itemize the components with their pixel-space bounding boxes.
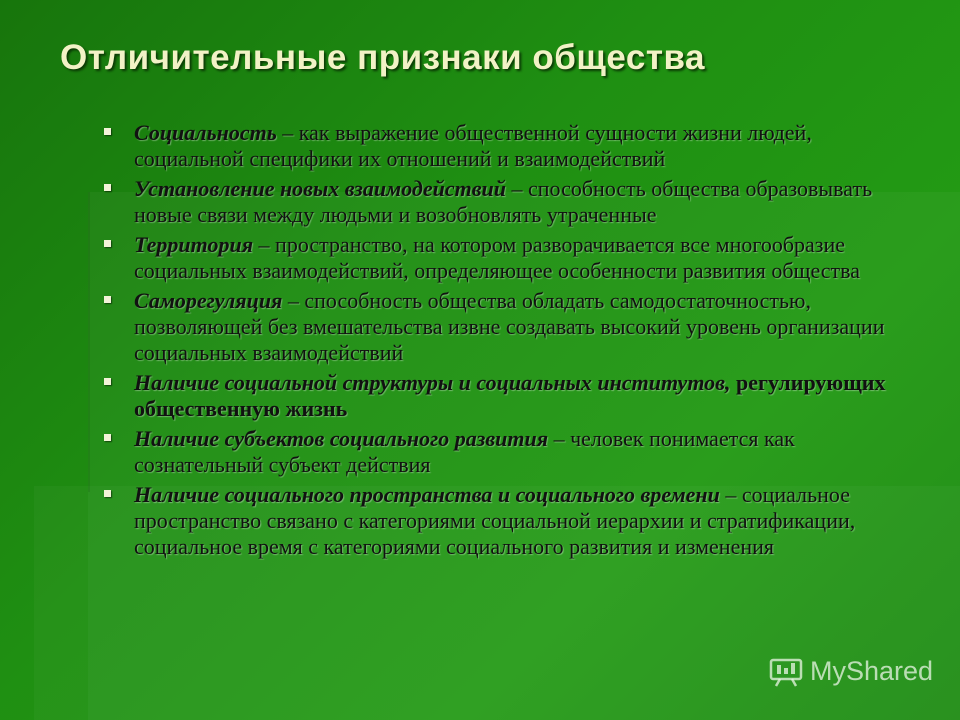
bullet-text: регулирующих общественную жизнь xyxy=(134,370,886,421)
bullet-term: Установление новых взаимодействий xyxy=(134,176,507,201)
square-bullet-icon xyxy=(104,434,111,441)
bullet-text: – как выражение общественной сущности жизни людей, социальной специфики их отношений и взаимодействий xyxy=(134,120,812,171)
bullet-term: Территория xyxy=(134,232,254,257)
square-bullet-icon xyxy=(104,128,111,135)
square-bullet-icon xyxy=(104,240,111,247)
bullet-item xyxy=(102,232,902,284)
bullet-list xyxy=(102,120,902,564)
bullet-text: – способность общества обладать самодостаточностью, позволяющей без вмешательства извне создавать высокий уровень организации социальных взаимодействий xyxy=(134,288,885,365)
bullet-item xyxy=(102,482,902,560)
bullet-item xyxy=(102,120,902,172)
bullet-item xyxy=(102,426,902,478)
bullet-term: Наличие субъектов социального развития xyxy=(134,426,549,451)
bullet-text: – способность общества образовывать новые связи между людьми и возобновлять утраченные xyxy=(134,176,873,227)
watermark-text: MyShared xyxy=(810,656,934,686)
bullet-term: Социальность xyxy=(134,120,277,145)
bullet-term: Саморегуляция xyxy=(134,288,283,313)
square-bullet-icon xyxy=(104,378,111,385)
square-bullet-icon xyxy=(104,296,111,303)
bullet-text: – социальное пространство связано с категориями социальной иерархии и стратификации, социальное время с категориями социального развития и изменения xyxy=(134,482,856,559)
presentation-screen-icon xyxy=(768,657,804,687)
bullet-text: – человек понимается как сознательный субъект действия xyxy=(134,426,795,477)
slide-title: Отличительные признаки общества xyxy=(60,38,706,77)
bullet-text: – пространство, на котором разворачивается все многообразие социальных взаимодействий, определяющее особенности развития общества xyxy=(134,232,861,283)
square-bullet-icon xyxy=(104,184,111,191)
bullet-item xyxy=(102,176,902,228)
bullet-item xyxy=(102,288,902,366)
bullet-term: Наличие социальной структуры и социальных институтов, xyxy=(134,370,731,395)
bullet-item xyxy=(102,370,902,422)
decorative-line xyxy=(88,192,90,492)
square-bullet-icon xyxy=(104,490,111,497)
bullet-term: Наличие социального пространства и социального времени xyxy=(134,482,720,507)
watermark xyxy=(768,656,933,687)
